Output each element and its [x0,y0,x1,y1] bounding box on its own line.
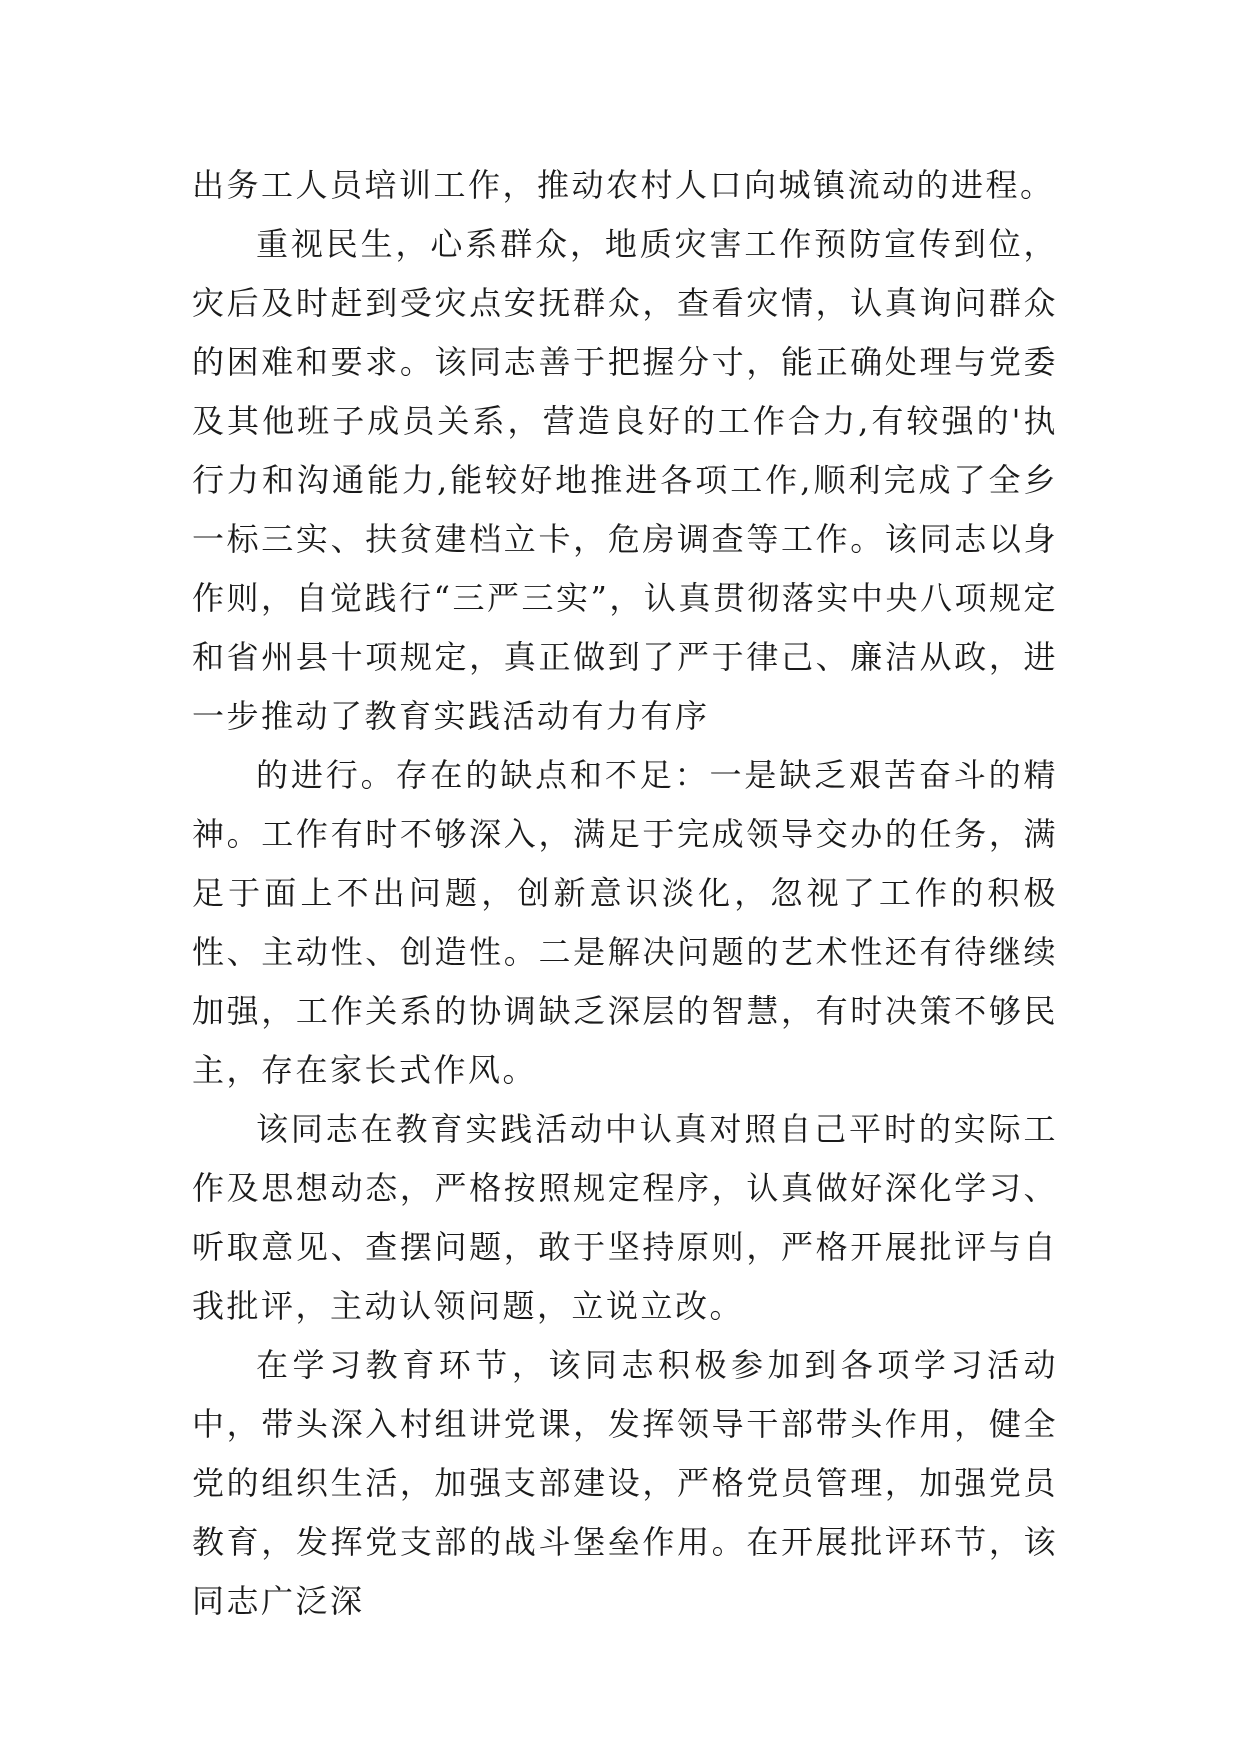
paragraph-3: 的进行。存在的缺点和不足：一是缺乏艰苦奋斗的精神。工作有时不够深入，满足于完成领导交办的任务，满足于面上不出问题，创新意识淡化，忽视了工作的积极性、主动性、创造性。二是解决问题的艺术性还有待继续加强，工作关系的协调缺乏深层的智慧，有时决策不够民主，存在家长式作风。 [192,756,1058,1089]
paragraph-4: 该同志在教育实践活动中认真对照自己平时的实际工作及思想动态，严格按照规定程序，认真做好深化学习、听取意见、查摆问题，敢于坚持原则，严格开展批评与自我批评，主动认领问题，立说立改。 [192,1110,1058,1325]
document-body [192,156,1058,1631]
paragraph-2: 重视民生，心系群众，地质灾害工作预防宣传到位，灾后及时赶到受灾点安抚群众，查看灾情，认真询问群众的困难和要求。该同志善于把握分寸，能正确处理与党委及其他班子成员关系，营造良好的工作合力,有较强的'执行力和沟通能力,能较好地推进各项工作,顺利完成了全乡一标三实、扶贫建档立卡，危房调查等工作。该同志以身作则，自觉践行“三严三实”，认真贯彻落实中央八项规定和省州县十项规定，真正做到了严于律己、廉洁从政，进一步推动了教育实践活动有力有序 [192,225,1058,735]
paragraph-5: 在学习教育环节，该同志积极参加到各项学习活动中，带头深入村组讲党课，发挥领导干部带头作用，健全党的组织生活，加强支部建设，严格党员管理，加强党员教育，发挥党支部的战斗堡垒作用。在开展批评环节，该同志广泛深 [192,1346,1058,1620]
paragraph-1: 出务工人员培训工作，推动农村人口向城镇流动的进程。 [192,166,1055,204]
